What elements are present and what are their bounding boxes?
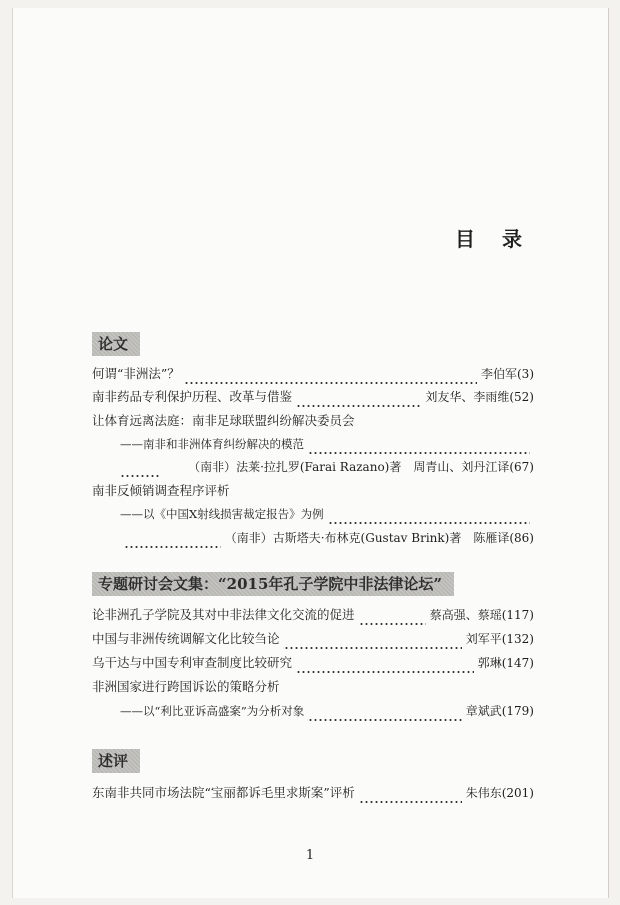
entry-page: (201)	[501, 786, 534, 800]
section-heading-review: 述评	[92, 749, 140, 773]
entry-page: (86)	[509, 531, 534, 545]
entry-title: 乌干达与中国专利审查制度比较研究	[92, 655, 293, 670]
entry-author: 李伯军	[480, 367, 517, 381]
entry-subtitle: ——南非和非洲体育纠纷解决的模范	[120, 437, 304, 451]
entry-author: 刘军平	[465, 632, 502, 646]
entry-subtitle: ——以“利比亚诉高盛案”为分析对象	[120, 704, 305, 718]
leader-dots	[284, 636, 462, 650]
toc-entry-byline[interactable]	[120, 527, 534, 549]
entry-title: 论非洲孔子学院及其对中非法律文化交流的促进	[92, 607, 355, 622]
toc-entry[interactable]	[92, 652, 534, 674]
entry-author: 郭琳	[477, 656, 502, 670]
toc-entry-subtitle[interactable]	[120, 700, 534, 722]
entry-page: (132)	[501, 632, 534, 646]
page-number: 1	[305, 848, 315, 863]
toc-entry-subtitle[interactable]	[120, 433, 534, 455]
entry-title: 中国与非洲传统调解文化比较刍论	[92, 631, 280, 646]
section-heading-symposium: 专题研讨会文集：“2015年孔子学院中非法律论坛”	[92, 572, 454, 596]
toc-entry-subtitle[interactable]	[120, 503, 534, 525]
entry-title: 东南非共同市场法院“宝丽都诉毛里求斯案”评析	[92, 785, 355, 800]
toc-entry[interactable]	[92, 628, 534, 650]
toc-entry[interactable]	[92, 782, 534, 804]
entry-title: 让体育远离法庭：南非足球联盟纠纷解决委员会	[92, 413, 355, 428]
entry-title: 何谓“非洲法”？	[92, 366, 180, 381]
entry-title: 南非药品专利保护历程、改革与借鉴	[92, 389, 293, 404]
entry-page: (3)	[517, 367, 534, 381]
entry-page: (179)	[501, 704, 534, 718]
toc-entry[interactable]	[92, 410, 534, 432]
entry-author: 朱伟东	[465, 786, 502, 800]
entry-page: (147)	[501, 656, 534, 670]
leader-dots	[296, 660, 474, 674]
leader-dots	[296, 394, 421, 408]
section-heading-papers: 论文	[92, 332, 140, 356]
leader-dots	[359, 790, 462, 804]
entry-author: （南非）古斯塔夫·布林克(Gustav Brink)著 陈雁译	[224, 531, 510, 545]
entry-page: (52)	[509, 390, 534, 404]
entry-author: 蔡高强、蔡瑶	[429, 608, 502, 622]
toc-entry[interactable]	[92, 676, 534, 698]
entry-author: （南非）法莱·拉扎罗(Farai Razano)著 周青山、刘丹江译	[188, 460, 510, 474]
leader-dots	[308, 708, 461, 722]
leader-dots	[328, 511, 530, 525]
leader-dots	[359, 612, 426, 626]
toc-entry[interactable]	[92, 363, 534, 385]
toc-entry-byline[interactable]	[120, 456, 534, 478]
leader-dots	[124, 535, 221, 549]
page-title: 目 录	[455, 227, 532, 251]
entry-author: 章斌武	[465, 704, 502, 718]
entry-page: (117)	[501, 608, 534, 622]
leader-dots	[184, 371, 477, 385]
entry-author: 刘友华、李雨维	[425, 390, 510, 404]
toc-entry[interactable]	[92, 480, 534, 502]
entry-subtitle: ——以《中国X射线损害裁定报告》为例	[120, 507, 324, 521]
toc-entry[interactable]	[92, 386, 534, 408]
leader-dots	[120, 464, 160, 478]
toc-entry[interactable]	[92, 604, 534, 626]
leader-dots	[308, 441, 530, 455]
entry-title: 南非反倾销调查程序评析	[92, 483, 230, 498]
entry-page: (67)	[509, 460, 534, 474]
entry-title: 非洲国家进行跨国诉讼的策略分析	[92, 679, 280, 694]
